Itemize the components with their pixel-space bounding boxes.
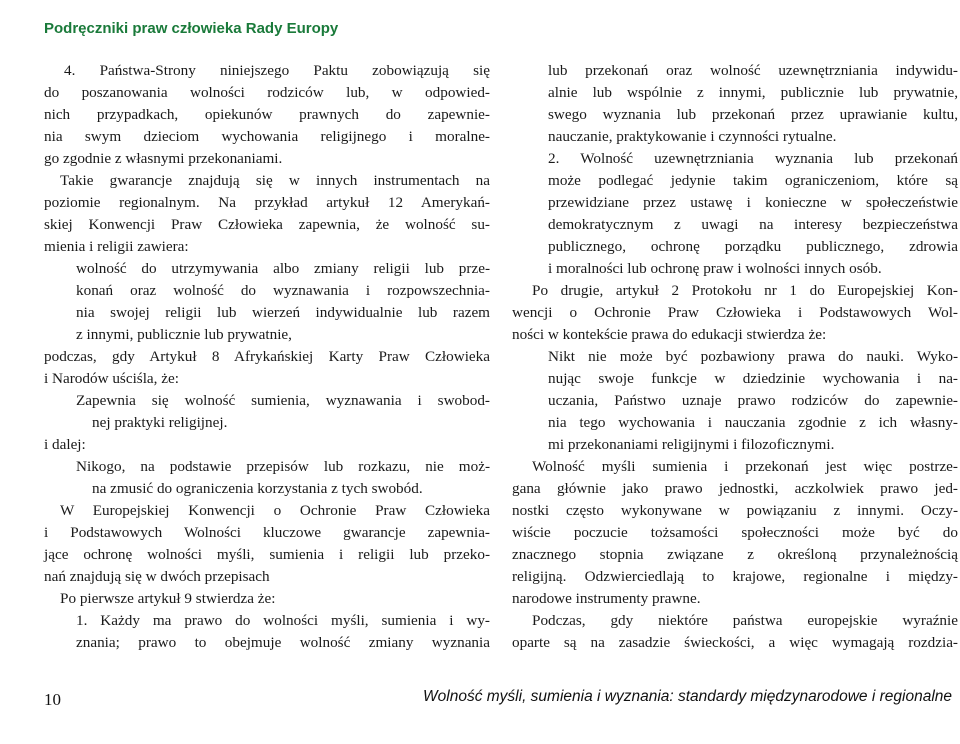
quote-line: nia swojej religii lub wierzeń indywidualnie lub razem [76,304,490,321]
quote-line: na zmusić do ograniczenia korzystania z tych swobód. [92,480,423,497]
text-line: ności w kontekście prawa do edukacji stwierdza że: [512,326,827,343]
quote-line: nej praktyki religijnej. [92,414,228,431]
quote-line: może podlegać jedynie takim ograniczeniom, które są [548,172,958,189]
quote-line: demokratycznym z uwagi na interesy bezpieczeństwa [548,216,958,233]
right-column [512,60,958,654]
quote-line: alnie lub wspólnie z innymi, publicznie lub prywatnie, [548,84,958,101]
quote-line: nauczanie, praktykowanie i czynności rytualne. [548,128,837,145]
text-line: poziomie regionalnym. Na przykład artykuł 12 Amerykań- [44,194,490,211]
text-line: skiej Konwencji Praw Człowieka zapewnia, że wolność su- [44,216,490,233]
quote-line: nia tego wychowania i nauczania zgodnie z ich własny- [548,414,958,431]
text-line: i Narodów uściśla, że: [44,370,179,387]
text-line: i Podstawowych Wolności kluczowe gwarancje zapewnia- [44,524,490,541]
page-number: 10 [44,690,61,709]
text-line: go zgodnie z własnymi przekonaniami. [44,150,283,167]
text-line: Po pierwsze artykuł 9 stwierdza że: [60,590,276,607]
text-line: mienia i religii zawiera: [44,238,189,255]
left-column [44,60,490,654]
text-line: Takie gwarancje znajdują się w innych instrumentach na [60,172,490,189]
text-line: nań znajdują się w dwóch przepisach [44,568,270,585]
quote-line: 1. Każdy ma prawo do wolności myśli, sumienia i wy- [76,612,490,629]
text-line: 4. Państwa-Strony niniejszego Paktu zobowiązują się [64,62,490,79]
quote-line: nując swoje funkcje w dziedzinie wychowania i na- [548,370,958,387]
text-line: Wolność myśli sumienia i przekonań jest więc postrze- [532,458,958,475]
text-line: nich przypadkach, opiekunów prawnych do zapewnie- [44,106,490,123]
quote-line: Nikogo, na podstawie przepisów lub rozkazu, nie moż- [76,458,490,475]
text-line: do poszanowania wolności rodziców lub, w odpowied- [44,84,490,101]
text-line: nostki często wykonywane w powiązaniu z innymi. Oczy- [512,502,958,519]
quote-line: uczania, Państwo uznaje prawo rodziców do zapewnie- [548,392,958,409]
quote-line: i moralności lub ochronę praw i wolności innych osób. [548,260,882,277]
text-line: podczas, gdy Artykuł 8 Afrykańskiej Karty Praw Człowieka [44,348,490,365]
quote-line: Zapewnia się wolność sumienia, wyznawania i swobod- [76,392,490,409]
text-line: Podczas, gdy niektóre państwa europejskie wyraźnie [532,612,958,629]
quote-line: wolność do utrzymywania albo zmiany religii lub prze- [76,260,490,277]
quote-line: znania; prawo to obejmuje wolność zmiany wyznania [76,634,490,651]
quote-line: konań oraz wolność do wyznawania i rozpowszechnia- [76,282,490,299]
quote-line: 2. Wolność uzewnętrzniania wyznania lub przekonań [548,150,958,167]
text-line: W Europejskiej Konwencji o Ochronie Praw Człowieka [60,502,490,519]
quote-line: Nikt nie może być pozbawiony prawa do nauki. Wyko- [548,348,958,365]
text-line: narodowe instrumenty prawne. [512,590,701,607]
quote-line: lub przekonań oraz wolność uzewnętrzniania indywidu- [548,62,958,79]
text-line: religijną. Odzwierciedlają to krajowe, regionalne i między- [512,568,958,585]
text-line: oparte są na zasadzie świeckości, a więc wymagają rozdzia- [512,634,958,651]
text-line: znacznego stopnia związane z określoną przynależnością [512,546,958,563]
book-title: Wolność myśli, sumienia i wyznania: standardy międzynarodowe i regionalne [423,688,952,705]
text-line: jące ochronę wolności myśli, sumienia i religii lub przeko- [44,546,490,563]
text-line: gana głównie jako prawo jednostki, aczkolwiek prawo jed- [512,480,958,497]
text-line: nia swym dzieciom wychowania religijnego i moralne- [44,128,490,145]
quote-line: z innymi, publicznie lub prywatnie, [76,326,292,343]
quote-line: swego wyznania lub przekonań przez uprawianie kultu, [548,106,958,123]
text-line: i dalej: [44,436,86,453]
quote-line: przewidziane przez ustawę i konieczne w społeczeństwie [548,194,958,211]
text-line: wencji o Ochronie Praw Człowieka i Podstawowych Wol- [512,304,958,321]
quote-line: mi przekonaniami religijnymi i filozoficznymi. [548,436,835,453]
text-line: Po drugie, artykuł 2 Protokołu nr 1 do Europejskiej Kon- [532,282,958,299]
quote-line: publicznego, ochronę porządku publicznego, zdrowia [548,238,958,255]
running-header: Podręczniki praw człowieka Rady Europy [44,20,339,37]
text-line: wiście poczucie tożsamości społeczności może być do [512,524,958,541]
